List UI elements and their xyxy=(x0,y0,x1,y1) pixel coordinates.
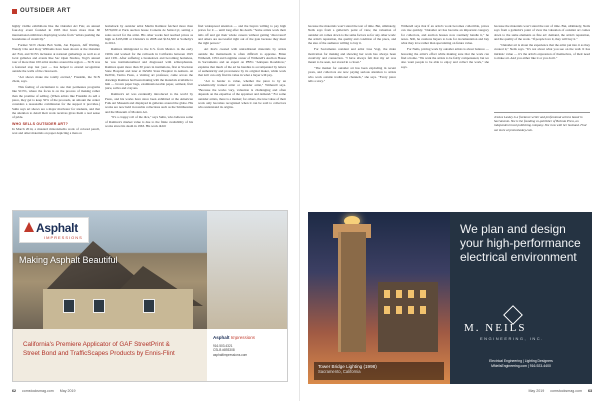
paragraph: "Art shows make me totally excited," Franklin, the SCN client, says. xyxy=(12,74,100,84)
article-column-5 xyxy=(401,24,489,202)
m-neils-ad[interactable] xyxy=(308,212,592,384)
tower-bridge-photo xyxy=(308,212,450,384)
section-square-icon xyxy=(12,9,17,14)
paragraph: Witherell says that if an artist's work becomes collectible, prices can rise quickly. "Outsider art has become an important category for collectors, and auction houses now routinely handle it," he notes. Still, he cautions buyers to look for documentation and buy what they love rather than speculating on future value. xyxy=(401,24,489,46)
paragraph: For Sacramento resident and artist Lisa Vogt, the main motivation for making and showing her work has always been creativity and connection. "I have always felt that my art was meant to be seen, not stored in a closet." xyxy=(308,47,396,65)
side-brand: Asphalt Impressions xyxy=(213,335,256,340)
paragraph: "Outsider art is about the experience that the artist put into it as they created it," Neils says. "It's not about what you see on the wall. It has intrinsic value — it's the artist's expression of themselves, of their need to make art. And you either like it or you don't." xyxy=(494,42,590,60)
asphalt-logo xyxy=(19,217,89,243)
footer-left xyxy=(12,389,76,393)
paragraph: In March 2014, a mustard mixed-media work of colored pencil, wax and other materials on paper depicting a man on xyxy=(12,127,100,136)
side-contact[interactable] xyxy=(213,344,247,357)
author-bio: Jessica Laskey is a freelance writer and professional actress based in Sacramento. She is the founding co-publisher of Belonia Press, an independent local publishing company. She runs with her husband. Find out more at jessicalaskey.com. xyxy=(494,112,590,132)
article-column-4 xyxy=(308,24,396,202)
paving-photo xyxy=(207,211,288,329)
ad-text-panel xyxy=(450,212,592,384)
logo-sub: ENGINEERING, INC. xyxy=(480,336,544,341)
ad-banner xyxy=(13,329,207,382)
article-column-1 xyxy=(12,24,100,202)
paragraph: Ramirez's art was eventually introduced to the world by Pasto, and his works have since been exhibited at the American Folk Art Museum and displayed in galleries around the globe. His works are now held in notable collections such as the Smithsonian and the Museum of Modern Art. xyxy=(105,92,193,114)
paragraph: find widespread attention — and the buyers willing to pay high prices for it — until long after his death. "Some artists work their tails off and get their whole careers without getting 'discovered' and others are successful right out of the gate because they meet the right person." xyxy=(198,24,286,46)
services[interactable]: Electrical Engineering | Lighting Designers MNeilsEngineering.com | 916-923-4400 xyxy=(454,359,588,369)
banner-line: Street Bond and TrafficScapes Products by Ennis-Flint xyxy=(23,349,175,357)
section-header xyxy=(12,8,71,14)
ad-tagline: Making Asphalt Beautiful xyxy=(19,255,118,265)
paragraph: Ramirez immigrated to the U.S. from Mexico in the early 1900s and worked for the railroads in California between 1925 and 1931. After suffering a breakdown and becoming homeless, he was institutionalized and diagnosed with schizophrenia. Ramirez spent more than 30 years in institutions, first at Stockton State Hospital and later at DeWitt State Hospital in Auburn. At DeWitt, Tarmo Pasto, a visiting art professor, came across the drawings Ramirez had been making with the materials available to him — brown paper bags, examination-table paper, oatmeal, fruit juice, saliva and crayons. xyxy=(105,47,193,91)
logo-name: Asphalt xyxy=(36,221,78,235)
house-photo xyxy=(13,211,207,329)
footer-issue: May 2019 xyxy=(528,389,545,393)
paragraph: This feeling of excitement is one that permeates programs like SCN's, where the focus is on the process of making rather than the promise of selling. (When artists like Franklin do sell a piece, they get to keep 50% of the proceeds, an amount the center considers a reasonable commission for the support it provides.) Sulin says art shows are a major motivator for students, and that the attention to detail their work receives gives them a real sense of pride. xyxy=(12,84,100,120)
m-neils-logo: M. NEILS xyxy=(464,322,527,334)
page-number: 63 xyxy=(588,389,592,393)
right-page xyxy=(300,0,600,401)
paragraph: highly visible exhibitions like the Outsider Art Fair, an annual four-day event founded in 1993 that hosts more than 60 international exhibitors displaying works from "artists pushing the boundaries of creativity." xyxy=(12,24,100,42)
footer-issue: May 2019 xyxy=(59,389,76,393)
paragraph: Art that's created with untraditional materials by artists outside the mainstream is often difficult to appraise. Brian Witherell, CEO and longtime owner of Witherell's Auction House in Sacramento and an expert on PBS's "Antiques Roadshow," explains that much of the art he handles is accompanied by letters of authenticity and provenance by its original maker, while work that isn't can only find its value in what a buyer will pay. xyxy=(198,47,286,78)
article-column-2 xyxy=(105,24,193,202)
ad-headline: We plan and design your high-performance electrical environment xyxy=(460,222,581,264)
paragraph: "The market for outsider art has been exploding in recent years, and collectors are now paying serious attention to artists who work outside traditional channels," she says. "Every piece tells a story." xyxy=(308,66,396,84)
contact-link[interactable]: MNeilsEngineering.com | 916-923-4400 xyxy=(491,364,551,368)
asphalt-impressions-ad[interactable] xyxy=(12,210,288,382)
roof-logo-icon xyxy=(24,222,34,232)
banner-line: California's Premiere Applicator of GAF StreetPrint & xyxy=(23,341,170,348)
footer-right xyxy=(528,389,592,393)
paragraph: because the materials won't stand the rest of time. But, ultimately, Neils says from a gallerist's point of view the valuation of outsider art comes down to the same elements as fine art: demand, the artist's reputation, and the quality of the work. "If people love it, they will buy it." xyxy=(494,24,590,42)
logo-sub: IMPRESSIONS xyxy=(44,235,83,240)
section-title: OUTSIDER ART xyxy=(20,8,71,14)
subhead: WHO SELLS OUTSIDER ART? xyxy=(12,121,68,126)
paragraph: because the materials won't stand the test of time. But, ultimately, Neils says from a gallerist's point of view, the valuation of outsider art comes down to the same factors as for any other work: the artist's reputation, the quality and condition of the piece, and the size of the audience willing to buy it. xyxy=(308,24,396,46)
ad-side-panel xyxy=(207,211,288,382)
article-column-3 xyxy=(198,24,286,202)
paragraph: "Art is harder to value, whether the piece is by an academically trained artist or outsider artist," Witherell says. "Because the works vary, valuation is challenging and often depends on the expertise of the appraiser and demand." For some outsider artists, there is a market; for others, the true value of their work only becomes recognized when it can be sold to collectors who understand its origins. xyxy=(198,79,286,110)
paragraph: homeback by outsider artist Martin Ramirez fetched more than $376,000 at Paris auction house Cornette de Saint-Cyr, setting a sales record for the artist. His other works had reached prices as high as $193,000 at Christie's in 2008 and $134,500 at Sotheby's in 2012. xyxy=(105,24,193,46)
article-column-6 xyxy=(494,24,590,112)
website-link[interactable]: asphaltimpressions.com xyxy=(213,352,248,357)
phone: 916.503.4321 xyxy=(213,344,233,348)
photo-caption: Tower Bridge Lighting (1998) Sacramento, California xyxy=(314,362,444,380)
footer-site[interactable]: comstocksmag.com xyxy=(22,389,54,393)
footer-site[interactable]: comstocksmag.com xyxy=(550,389,582,393)
paragraph: Former SCN clients Bob Sulin, Jon Esparza, Jeff Watling, Wendy Chu and Rory Williams have been shown at the Outsider Art Fair, and SCN's inclusion at national gatherings as well as at local galleries and events like Sac Open Studios, Vogt's annual tour of more than 100 artist studios around the region — SCN was a featured stop last year — has helped to extend recognition outside the walls of the classroom. xyxy=(12,42,100,73)
paragraph: "It's a crappy roll of the dice," says Sulin, who believes some of Ramirez's market value is due to the finite availability of his works since his death in 1963. His work didn't xyxy=(105,115,193,129)
paragraph: For Neils, pricing work by outsider artists is about balance — honoring the artist's effort while making sure that the work can find a home. "We want the artists to be fairly compensated, but we also want people to be able to enjoy and collect the work," she says. xyxy=(401,47,489,69)
page-number: 62 xyxy=(12,389,16,393)
license: CSLB #893308 xyxy=(213,348,235,353)
